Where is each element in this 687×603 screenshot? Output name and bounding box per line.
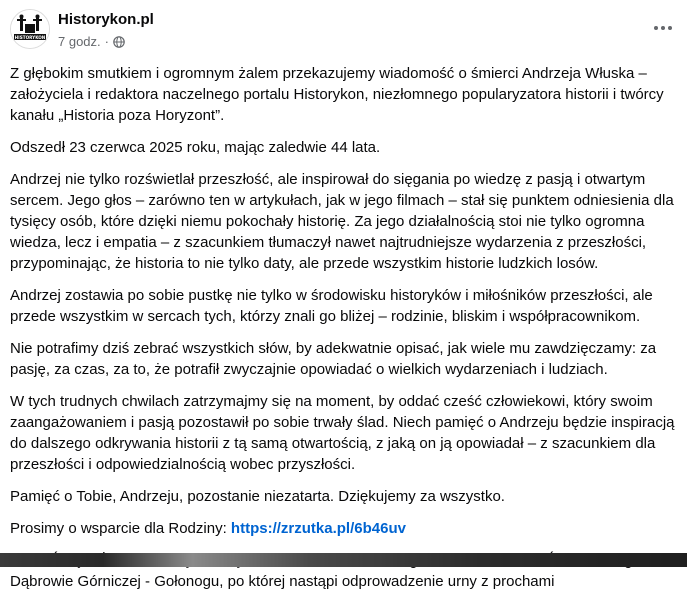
paragraph-announcement: Z głębokim smutkiem i ogromnym żalem przekazujemy wiadomość o śmierci Andrzeja Włuska – założyciela i redaktora naczelnego portalu Historykon, niezłomnego popularyzatora historii i twórcy kanału „Historia poza Horyzont”. [10,65,664,124]
fundraiser-link[interactable]: https://zrzutka.pl/6b46uv [230,520,406,537]
globe-icon[interactable] [113,36,125,48]
meta-separator: · [104,34,109,49]
post-time[interactable]: 7 godz. [58,34,101,49]
page-avatar[interactable] [10,9,50,49]
post-photo[interactable] [0,553,687,567]
post-text [10,63,686,603]
paragraph-support [10,518,686,539]
paragraph-funeral: Dąbrowie Górniczej - Gołonogu, po której nastąpi odprowadzenie urny z prochami [10,573,555,590]
support-text: Prosimy o wsparcie dla Rodziny: [10,520,231,537]
post-meta [58,34,125,49]
paragraph-tribute: Andrzej nie tylko rozświetlał przeszłość, ale inspirował do sięgania po wiedzę z pasją i otwartym sercem. Jego głos – zarówno ten w artykułach, jak w jego filmach – stał się punktem odniesienia dla tysięcy osób, które dzięki niemu pokochały historię. Za jego działalnością stoi nie tylko ogromna wiedza, lecz i empatia – z szacunkiem tłumaczył nawet najtrudniejsze wydarzenia z przeszłości, przypominając, że historia to nie tylko daty, ale przede wszystkim historie ludzkich losów. [10,171,674,272]
paragraph-farewell: Pamięć o Tobie, Andrzeju, pozostanie niezatarta. Dziękujemy za wszystko. [10,488,505,505]
paragraph-gratitude: Nie potrafimy dziś zebrać wszystkich słów, by adekwatnie opisać, jak wiele mu zawdzięczamy: za pasję, za czas, za to, że potrafił zwyczajnie opowiadać o wielkich wydarzeniach i ludziach. [10,340,657,378]
post-header [0,0,687,58]
more-dots-icon [654,26,658,30]
paragraph-legacy: Andrzej zostawia po sobie pustkę nie tylko w środowisku historyków i miłośników przeszłości, ale przede wszystkim w sercach tych, którzy znali go bliżej – rodzinie, bliskim i współpracownikom. [10,287,653,325]
historykon-logo-icon [11,10,49,48]
svg-text:HISTORYKON: HISTORYKON [14,34,46,40]
paragraph-date: Odszedł 23 czerwca 2025 roku, mając zaledwie 44 lata. [10,139,381,156]
page-name[interactable]: Historykon.pl [58,11,154,28]
more-options-button[interactable] [651,18,675,38]
paragraph-memory: W tych trudnych chwilach zatrzymajmy się na moment, by oddać cześć człowiekowi, który swoim zaangażowaniem i pasją pozostawił po sobie trwały ślad. Niech pamięć o Andrzeju będzie inspiracją do dalszego odkrywania historii z tą samą otwartością, z jaką on ją opowiadał – z szacunkiem dla przeszłości i odpowiedzialnością wobec przyszłości. [10,393,675,473]
